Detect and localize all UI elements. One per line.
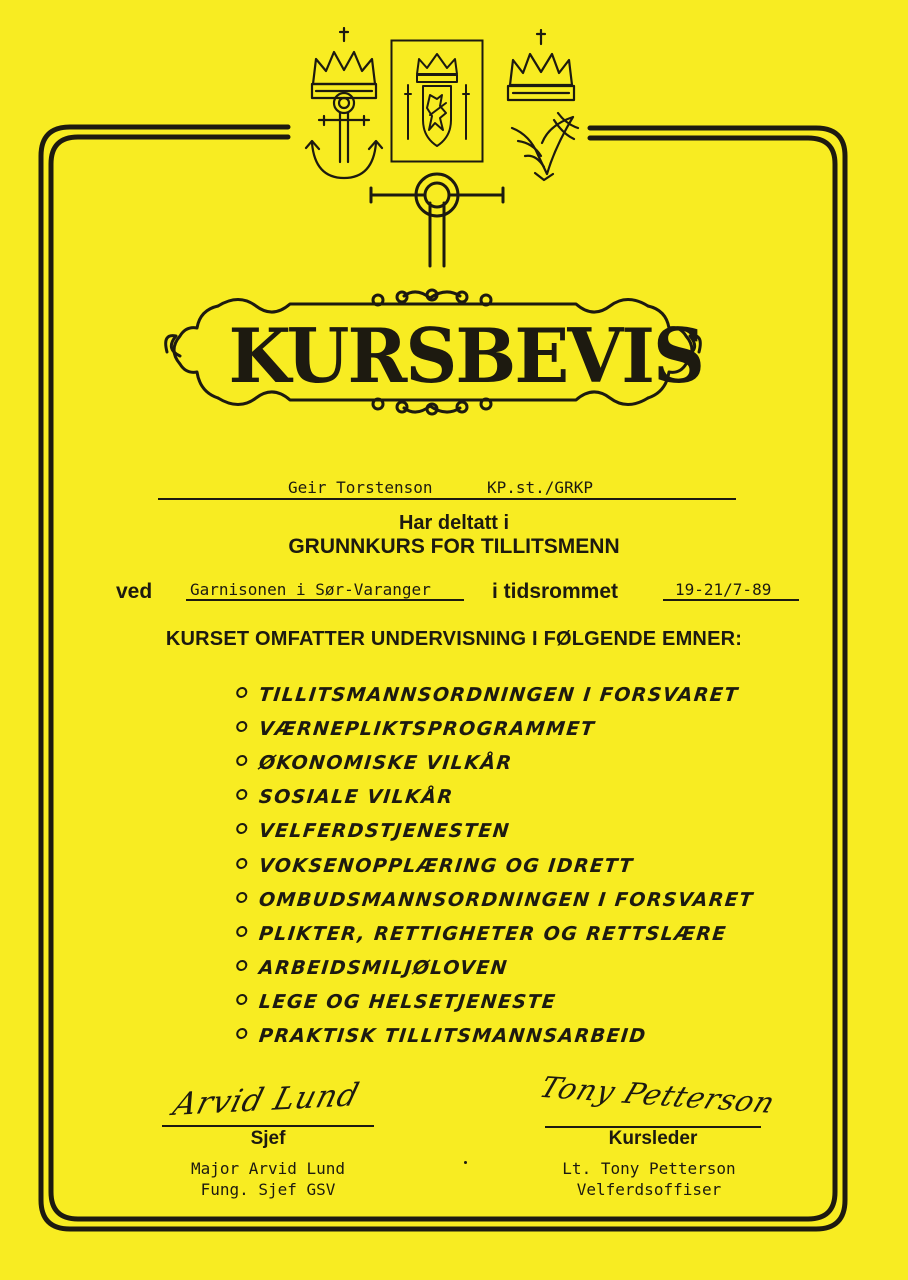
participation-text: Har deltatt i	[398, 512, 510, 534]
left-signer-title: Fung. Sjef GSV	[200, 1180, 336, 1199]
location-rule	[186, 599, 464, 601]
subject-item: VÆRNEPLIKTSPROGRAMMET	[235, 718, 596, 740]
bullet-icon	[236, 755, 248, 766]
course-location: Garnisonen i Sør-Varanger	[190, 580, 431, 599]
right-signer-title: Velferdsoffiser	[576, 1180, 722, 1199]
subject-item: PLIKTER, RETTIGHETER OG RETTSLÆRE	[235, 923, 728, 945]
bullet-icon	[236, 823, 248, 834]
subject-item: SOSIALE VILKÅR	[235, 786, 455, 808]
bullet-icon	[236, 960, 248, 971]
right-signature-role: Kursleder	[608, 1128, 698, 1149]
coat-of-arms-icon	[390, 39, 484, 163]
course-name: GRUNNKURS FOR TILLITSMENN	[288, 535, 620, 558]
right-signature: Tony Petterson	[535, 1070, 781, 1120]
bullet-icon	[236, 1028, 248, 1039]
subject-item: LEGE OG HELSETJENESTE	[235, 991, 558, 1013]
certificate-title: KURSBEVIS	[228, 312, 704, 400]
bullet-icon	[236, 994, 248, 1005]
subject-item: OMBUDSMANNSORDNINGEN I FORSVARET	[235, 889, 755, 911]
participant-unit: KP.st./GRKP	[487, 478, 593, 497]
participant-rule	[158, 498, 736, 500]
subject-item: TILLITSMANNSORDNINGEN I FORSVARET	[235, 684, 740, 706]
bullet-icon	[236, 858, 248, 869]
subject-item: ARBEIDSMILJØLOVEN	[235, 957, 509, 979]
subject-item: ØKONOMISKE VILKÅR	[235, 752, 514, 774]
left-signature: Arvid Lund	[169, 1076, 364, 1124]
left-signer-name: Major Arvid Lund	[190, 1159, 346, 1178]
anchor-icon	[304, 27, 384, 181]
left-signature-rule	[162, 1125, 374, 1127]
subject-item: PRAKTISK TILLITSMANNSARBEID	[235, 1025, 648, 1047]
subjects-heading: KURSET OMFATTER UNDERVISNING I FØLGENDE EMNER:	[165, 628, 743, 650]
bullet-icon	[236, 687, 248, 698]
defence-emblem-icon	[369, 167, 505, 269]
location-label: ved	[116, 580, 153, 603]
eagle-icon	[499, 29, 583, 187]
bullet-icon	[236, 789, 248, 800]
right-signer-name: Lt. Tony Petterson	[562, 1159, 736, 1178]
subject-item: VELFERDSTJENESTEN	[235, 820, 511, 842]
left-signature-role: Sjef	[250, 1128, 286, 1149]
period-label: i tidsrommet	[492, 580, 619, 603]
ink-dot	[464, 1161, 467, 1164]
course-period: 19-21/7-89	[675, 580, 772, 599]
bullet-icon	[236, 926, 248, 937]
subject-item: VOKSENOPPLÆRING OG IDRETT	[235, 855, 635, 877]
participant-name: Geir Torstenson	[288, 478, 433, 497]
bullet-icon	[236, 721, 248, 732]
bullet-icon	[236, 892, 248, 903]
period-rule	[663, 599, 799, 601]
